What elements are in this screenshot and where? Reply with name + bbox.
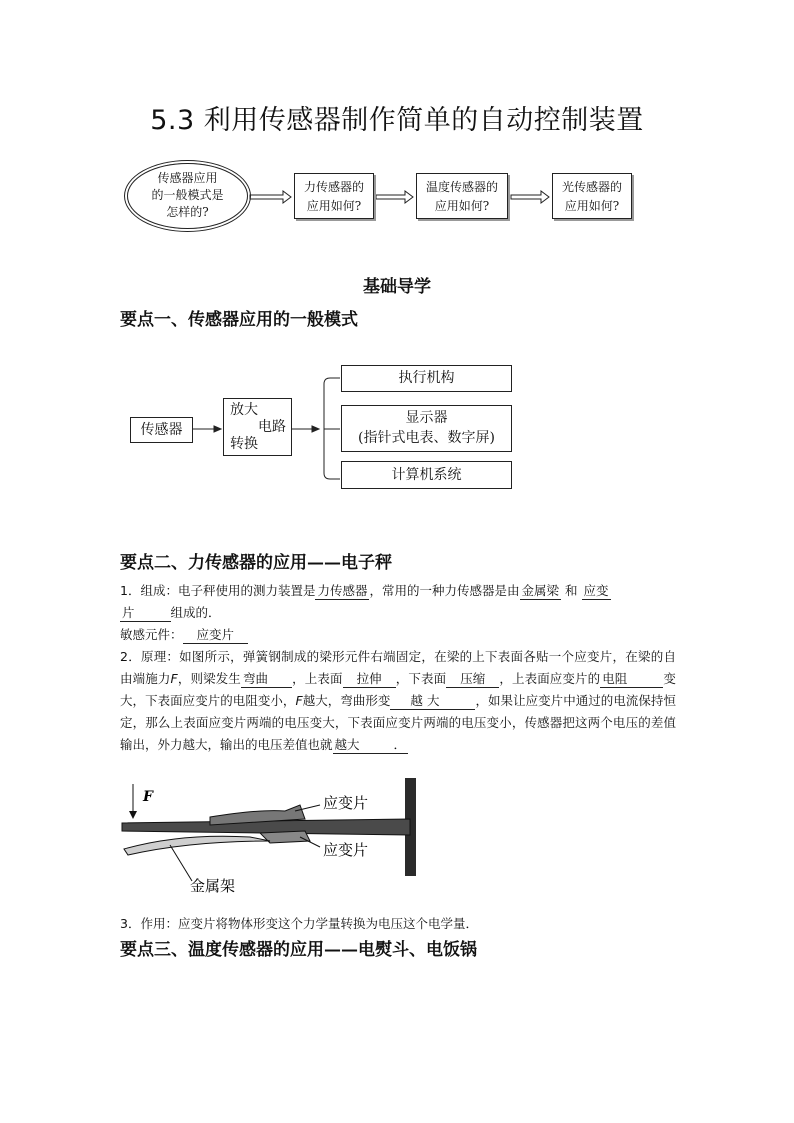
text: 2．原理：如图所示，弹簧钢制成的梁形元件右端固定，在梁的上下表面各贴一个应变片，在梁的自由端施力 (120, 649, 676, 686)
text: ，上表面应变片的 (499, 671, 601, 686)
function-line: 3．作用：应变片将物体形变这个力学量转换为电压这个电学量． (120, 916, 478, 931)
computer-box: 计算机系统 (341, 461, 512, 489)
answer-blank: 应变 (583, 583, 609, 598)
page-title: 5.3 利用传感器制作简单的自动控制装置 (150, 105, 644, 136)
answer-blank: 金属梁 (521, 583, 560, 598)
intro-box-light (552, 173, 632, 219)
hollow-arrow-1 (250, 191, 291, 203)
frame-label: 金属架 (190, 877, 236, 895)
section-title: 基础导学 (363, 277, 431, 297)
answer-blank: 越 (390, 693, 425, 710)
intro-box-temperature (416, 173, 508, 219)
box-line: 应用如何? (434, 199, 490, 213)
amp-line: 放大 (230, 402, 258, 418)
text: ，常用的一种力传感器是由 (369, 583, 520, 598)
amp-line: 电路 (258, 419, 286, 435)
text: 敏感元件： (120, 627, 183, 642)
answer-blank: 力传感器 (317, 583, 368, 598)
ellipse-line: 的一般模式是 (151, 188, 224, 202)
text: 和 (565, 583, 578, 598)
amplifier-box (223, 398, 292, 456)
actuator-box: 执行机构 (341, 365, 512, 392)
strain-gauge-figure (110, 775, 430, 900)
answer-blank: 电阻 (600, 671, 663, 688)
sensitive-element-line (120, 624, 676, 646)
box-line: 应用如何? (564, 199, 620, 213)
hollow-arrow-2 (376, 191, 413, 203)
text: ，则梁发生 (177, 671, 241, 686)
text: ，下表面 (395, 671, 447, 686)
text: 变大，下表面应变片的电阻变小， (120, 671, 676, 708)
display-line: 显示器 (405, 410, 448, 426)
hollow-arrow-3 (511, 191, 549, 203)
metal-frame (124, 836, 270, 855)
intro-arrows (0, 0, 794, 240)
display-box (341, 405, 512, 452)
text: 越大，弯曲形变 (302, 693, 391, 708)
text: 组成的． (170, 605, 221, 620)
force-symbol: F (170, 671, 178, 686)
answer-blank: 压缩 (446, 671, 499, 688)
point1-heading: 要点一、传感器应用的一般模式 (120, 310, 358, 330)
ellipse-line: 传感器应用 (157, 171, 218, 185)
answer-blank: 大 (425, 693, 476, 710)
gauge-bottom-label: 应变片 (323, 841, 369, 859)
force-label: F (143, 789, 153, 805)
answer-blank: 拉伸 (343, 671, 396, 688)
point3-heading: 要点三、温度传感器的应用——电熨斗、电饭锅 (120, 940, 477, 960)
point2-heading: 要点二、力传感器的应用——电子秤 (120, 553, 392, 573)
force-symbol: F (295, 693, 303, 708)
intro-box-force (294, 173, 374, 219)
text: 1．组成：电子秤使用的测力装置是 (120, 583, 316, 598)
box-line: 光传感器的 (561, 180, 622, 194)
answer-blank: 应变片 (183, 627, 249, 644)
text: ，如果让应变片中通过的电流保持恒定，那么上表面应变片两端的电压变大，下表面应变片两端的电压变小，传感器把这两个电压的差值输出，外力越大，输出的电压差值也就 (120, 693, 676, 752)
text: ，上表面 (291, 671, 343, 686)
box-line: 温度传感器的 (425, 180, 498, 194)
display-line: (指针式电表、数字屏) (358, 430, 495, 446)
ellipse-line: 怎样的? (166, 205, 209, 219)
box-line: 应用如何? (306, 199, 362, 213)
answer-blank: 越大 (333, 737, 392, 754)
point2-text (120, 580, 676, 756)
gauge-top-label: 应变片 (323, 794, 369, 812)
answer-blank: 弯曲 (241, 671, 292, 688)
text: ． (393, 737, 407, 752)
principle-paragraph (120, 646, 676, 756)
composition-paragraph (120, 580, 676, 624)
answer-blank: 片 (120, 605, 171, 622)
sensor-box: 传感器 (130, 417, 193, 443)
box-line: 力传感器的 (303, 180, 364, 194)
amp-line: 转换 (230, 436, 258, 452)
